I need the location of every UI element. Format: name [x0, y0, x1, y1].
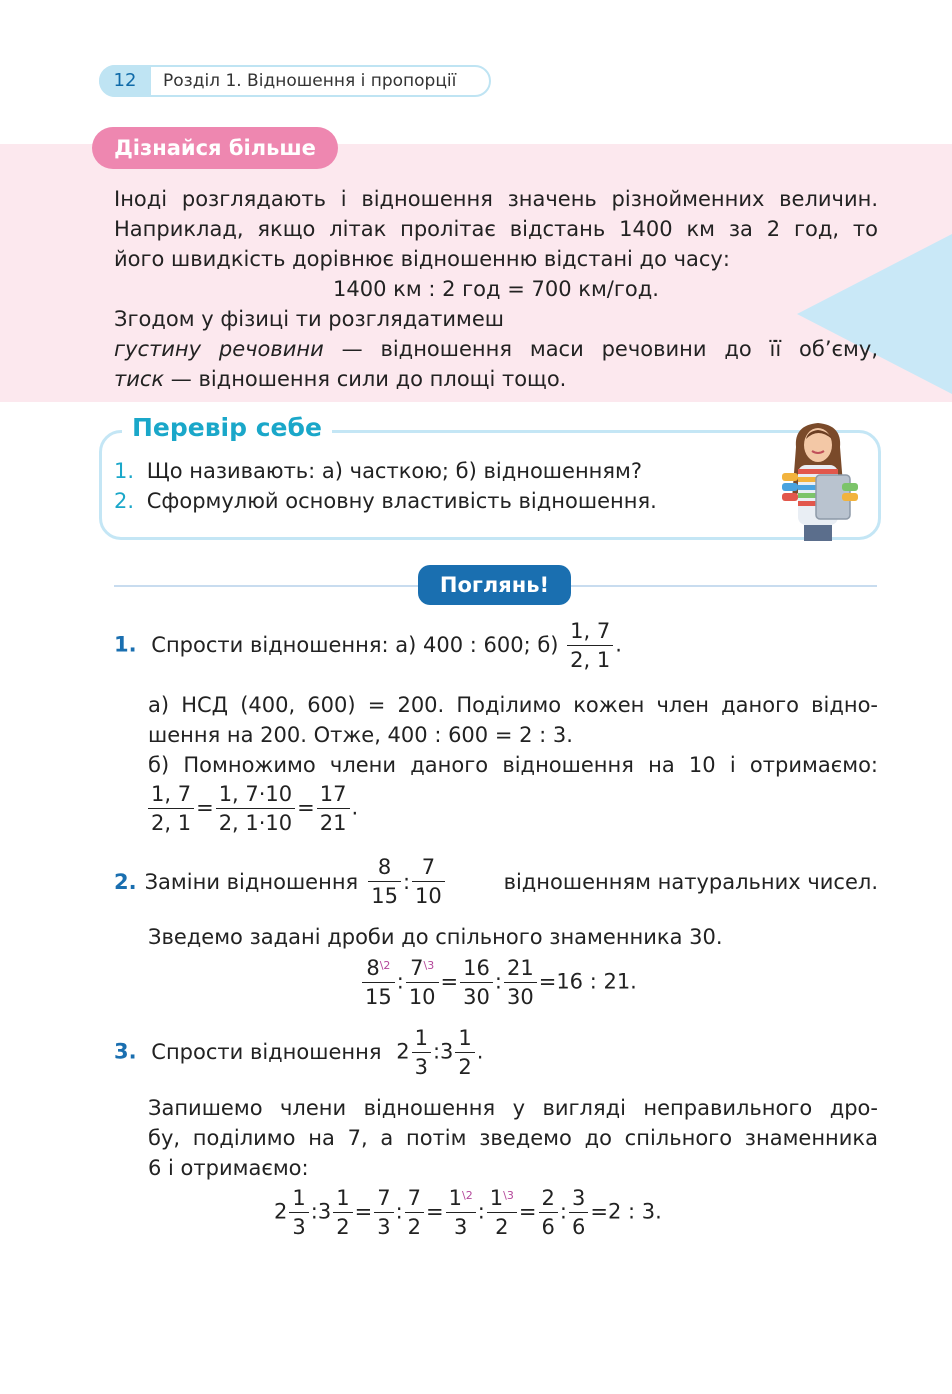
equals-sign: =: [354, 1199, 373, 1224]
equals-sign: =: [426, 1199, 444, 1224]
numerator: 1: [333, 1184, 352, 1213]
denominator: 10: [415, 884, 442, 908]
learn-more-line-6-text: — відношення маси речовини до її об’єму,: [323, 337, 878, 361]
denominator: 21: [319, 811, 347, 835]
whole-part: 3: [440, 1039, 454, 1064]
denominator: 3: [292, 1215, 306, 1239]
denominator: 2: [495, 1215, 509, 1239]
learn-more-line-1: Іноді розглядають і відношення значень різнойменних величин.: [114, 187, 878, 211]
example-number: 3.: [114, 1039, 137, 1064]
example-1-line-b: б) Помножимо члени даного відношення на 10 і отримаємо:: [148, 753, 878, 777]
period: .: [476, 1039, 484, 1064]
example-3-statement: [114, 1024, 483, 1081]
equals-sign: =: [518, 1199, 537, 1224]
numerator: 1: [412, 1024, 431, 1053]
colon: :: [396, 969, 404, 994]
example-1-text: Спрости відношення: а) 400 : 600; б): [151, 632, 559, 657]
numerator: 7: [374, 1184, 393, 1213]
fraction: [567, 617, 613, 674]
denominator: 6: [541, 1215, 555, 1239]
denominator: 3: [453, 1215, 468, 1239]
denominator: 30: [506, 985, 534, 1009]
fraction: [412, 853, 445, 910]
denominator: 2, 1·10: [218, 811, 293, 835]
example-3-line-2: бу, поділимо на 7, а потім зведемо до спільного знаменника: [148, 1126, 878, 1150]
denominator: 2, 1: [570, 648, 611, 672]
fraction: [374, 1184, 393, 1241]
numerator-value: 7: [410, 956, 424, 980]
equals-sign: =: [590, 1199, 608, 1224]
fraction: [504, 954, 537, 1011]
denominator: 2, 1: [151, 811, 192, 835]
fraction: [333, 1184, 352, 1241]
girl-with-laptop-illustration: [776, 417, 862, 541]
fraction: [412, 1024, 431, 1081]
learn-more-line-7-text: — відношення сили до площі тощо.: [164, 367, 567, 391]
check-item-number: 2.: [114, 489, 135, 513]
period: .: [351, 795, 359, 820]
colon: :: [477, 1199, 485, 1224]
check-item-1: [114, 456, 642, 486]
denominator: 2: [336, 1215, 350, 1239]
numerator: 8: [368, 853, 401, 882]
numerator: 1: [289, 1184, 308, 1213]
numerator: 7: [405, 1184, 424, 1213]
example-2-text-before: Заміни відношення: [144, 869, 359, 894]
whole-part: 2: [396, 1039, 410, 1064]
check-item-text: Що називають: а) часткою; б) відношенням?: [146, 459, 643, 483]
term-pressure: тиск: [114, 367, 165, 391]
denominator: 15: [365, 985, 392, 1009]
example-number: 2.: [114, 869, 137, 894]
numerator: 17: [317, 780, 350, 809]
denominator: 15: [371, 884, 398, 908]
example-3-line-3: 6 і отримаємо:: [148, 1156, 309, 1180]
chapter-title: Розділ 1. Відношення і пропорції: [163, 71, 457, 91]
numerator: 16: [460, 954, 493, 983]
fraction: [362, 954, 395, 1011]
term-density: густину речовини: [114, 337, 324, 361]
learn-more-line-6: [114, 334, 878, 364]
check-item-number: 1.: [114, 459, 135, 483]
numerator: 1, 7: [148, 780, 194, 809]
look-tag: Поглянь!: [418, 565, 571, 605]
check-item-2: [114, 486, 657, 516]
numerator-value: 8: [366, 956, 380, 980]
result: 2 : 3.: [607, 1199, 662, 1224]
whole-part: 2: [274, 1199, 288, 1224]
result: 16 : 21.: [556, 969, 637, 994]
numerator: [362, 954, 395, 983]
denominator: 6: [571, 1215, 586, 1239]
check-yourself-title: Перевір себе: [122, 411, 332, 445]
colon: :: [432, 1039, 441, 1064]
example-2-line: Зведемо задані дроби до спільного знаменника 30.: [148, 925, 723, 949]
fraction: [368, 853, 401, 910]
example-3-calculation: [274, 1184, 662, 1241]
numerator: [406, 954, 439, 983]
learn-more-line-5: Згодом у фізиці ти розглядатимеш: [114, 307, 504, 331]
fraction: [569, 1184, 588, 1241]
example-1-line-a1: а) НСД (400, 600) = 200. Поділимо кожен член даного відно-: [148, 693, 878, 717]
check-item-text: Сформулюй основну властивість відношення.: [146, 489, 657, 513]
numerator: 21: [504, 954, 537, 983]
colon: :: [494, 969, 502, 994]
colon: :: [395, 1199, 403, 1224]
example-3-line-1: Запишемо члени відношення у вигляді неправильного дро-: [148, 1096, 878, 1120]
fraction: [455, 1024, 474, 1081]
example-1-calculation: [146, 780, 358, 837]
example-2-statement: [114, 853, 878, 910]
denominator: 3: [377, 1215, 391, 1239]
denominator: 2: [407, 1215, 422, 1239]
denominator: 10: [408, 985, 436, 1009]
numerator: 1, 7: [567, 617, 613, 646]
learn-more-tag: Дізнайся більше: [92, 127, 338, 169]
numerator-value: 1: [448, 1186, 462, 1210]
colon: :: [559, 1199, 567, 1224]
numerator: 7: [412, 853, 445, 882]
equals-sign: =: [440, 969, 459, 994]
numerator: [487, 1184, 517, 1213]
fraction: [289, 1184, 308, 1241]
numerator: [446, 1184, 476, 1213]
numerator: 3: [569, 1184, 588, 1213]
example-3-text: Спрости відношення: [151, 1039, 382, 1064]
period: .: [615, 632, 622, 657]
page-number: 12: [99, 65, 151, 97]
learn-more-line-3: його швидкість дорівнює відношенню відстані до часу:: [114, 247, 730, 271]
colon: :: [402, 869, 411, 894]
equals-sign: =: [196, 795, 214, 820]
extra-factor: \3: [423, 959, 435, 972]
fraction: [487, 1184, 517, 1241]
numerator: 1: [455, 1024, 474, 1053]
extra-factor: \2: [379, 959, 391, 972]
numerator: 2: [539, 1184, 558, 1213]
fraction: [539, 1184, 558, 1241]
fraction: [216, 780, 295, 837]
numerator: 1, 7·10: [216, 780, 295, 809]
equals-sign: =: [538, 969, 557, 994]
decor-triangle: [797, 234, 952, 394]
example-1-statement: [114, 617, 622, 674]
example-2-text-after: відношенням натуральних чисел.: [503, 869, 878, 894]
fraction: [148, 780, 194, 837]
extra-factor: \3: [503, 1189, 514, 1202]
numerator-value: 1: [489, 1186, 504, 1210]
extra-factor: \2: [462, 1189, 473, 1202]
fraction: [406, 954, 439, 1011]
learn-more-formula: 1400 км : 2 год = 700 км/год.: [333, 277, 659, 301]
learn-more-line-7: [114, 364, 566, 394]
learn-more-line-2: Наприклад, якщо літак пролітає відстань 1400 км за 2 год, то: [114, 217, 878, 241]
example-number: 1.: [114, 632, 137, 657]
fraction: [317, 780, 350, 837]
fraction: [405, 1184, 424, 1241]
colon: :: [310, 1199, 318, 1224]
denominator: 3: [414, 1055, 428, 1079]
equals-sign: =: [297, 795, 315, 820]
whole-part: 3: [317, 1199, 332, 1224]
fraction: [460, 954, 493, 1011]
example-2-calculation: [360, 954, 637, 1011]
denominator: 30: [463, 985, 490, 1009]
denominator: 2: [458, 1055, 472, 1079]
example-1-line-a2: шення на 200. Отже, 400 : 600 = 2 : 3.: [148, 723, 573, 747]
fraction: [446, 1184, 476, 1241]
